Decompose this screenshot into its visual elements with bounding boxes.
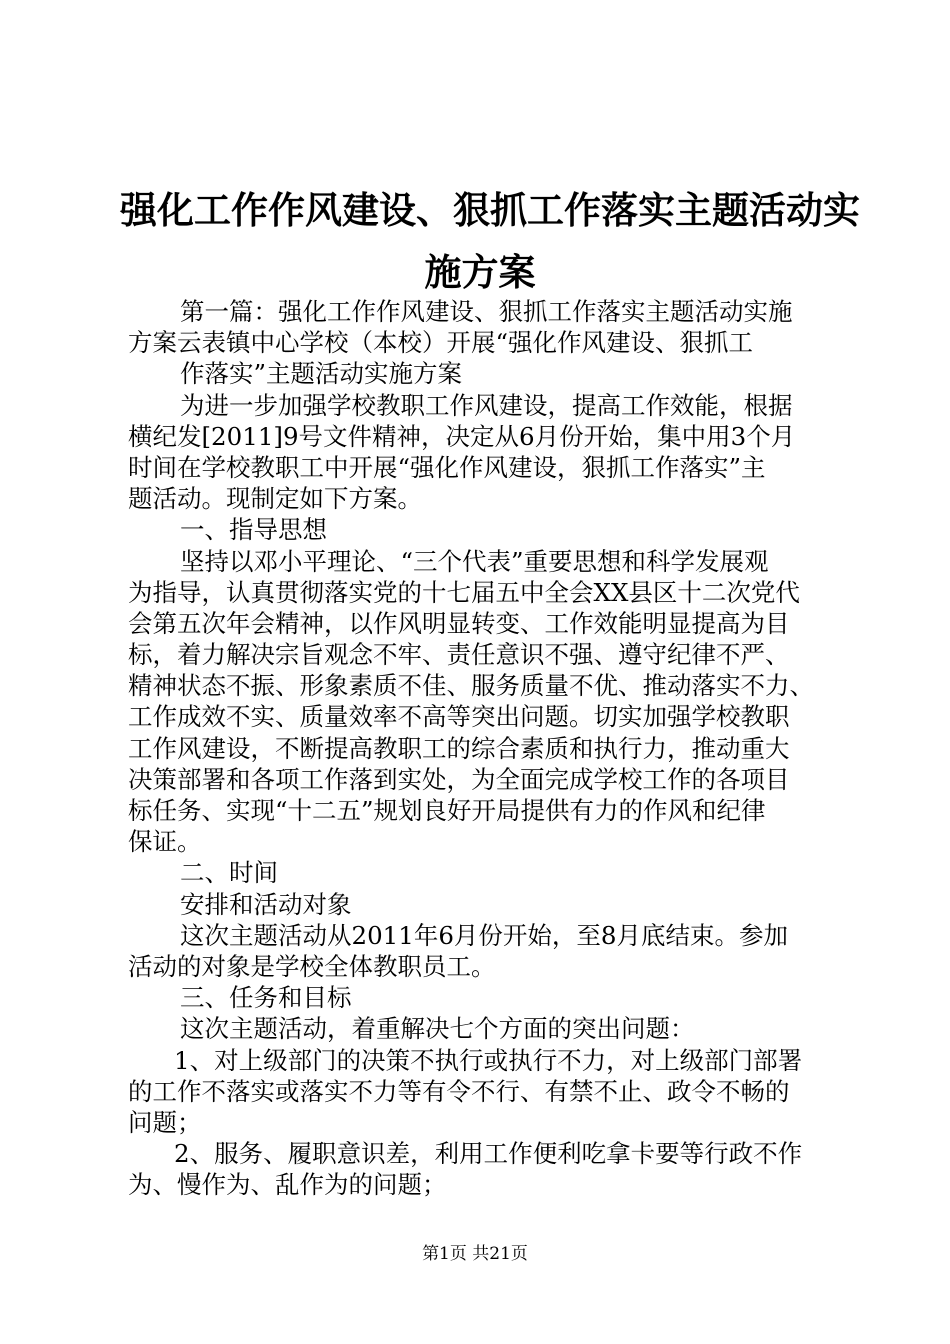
body-text-line: 的工作不落实或落实不力等有令不行、有禁不止、政令不畅的 [128, 1076, 790, 1106]
body-text-line: 标任务、实现“十二五”规划良好开局提供有力的作风和纪律 [128, 796, 766, 825]
body-text-line: 活动的对象是学校全体教职员工。 [128, 951, 496, 981]
body-text-line: 坚持以邓小平理论、“三个代表”重要思想和科学发展观 [180, 546, 769, 576]
body-text-line: 时间在学校教职工中开展“强化作风建设，狠抓工作落实”主 [128, 452, 766, 482]
page-footer: 第1页 共21页 [422, 1244, 528, 1264]
body-text-line: 1、对上级部门的决策不执行或执行不力，对上级部门部署 [174, 1045, 803, 1075]
body-text-line: 这次主题活动从2011年6月份开始，至8月底结束。参加 [180, 920, 789, 950]
body-text-line: 作落实”主题活动实施方案 [180, 359, 463, 389]
body-text-line: 保证。 [128, 827, 202, 857]
body-text-line: 安排和活动对象 [180, 889, 352, 919]
body-text-line: 方案云表镇中心学校（本校）开展“强化作风建设、狠抓工 [128, 328, 754, 358]
document-body [128, 296, 840, 1200]
body-text-line: 会第五次年会精神，以作风明显转变、工作效能明显提高为目 [128, 608, 790, 638]
body-text-line: 为、慢作为、乱作为的问题； [128, 1170, 447, 1200]
document-title-line-1: 强化工作作风建设、狠抓工作落实主题活动实 [120, 188, 860, 232]
body-text-line: 问题； [128, 1107, 202, 1137]
body-text-line: 二、时间 [180, 858, 278, 888]
body-text-line: 为指导，认真贯彻落实党的十七届五中全会XX县区十二次党代 [128, 577, 800, 607]
body-text-line: 题活动。现制定如下方案。 [128, 484, 422, 514]
body-text-line: 标，着力解决宗旨观念不牢、责任意识不强、遵守纪律不严、 [128, 640, 790, 670]
body-text-line: 为进一步加强学校教职工作风建设，提高工作效能，根据 [180, 390, 793, 420]
document-title-line-2: 施方案 [424, 250, 536, 294]
body-text-line: 这次主题活动，着重解决七个方面的突出问题： [180, 1014, 695, 1044]
body-text-line: 决策部署和各项工作落到实处，为全面完成学校工作的各项目 [128, 764, 790, 794]
body-text-line: 2、服务、履职意识差，利用工作便利吃拿卡要等行政不作 [174, 1139, 803, 1169]
body-text-line: 横纪发[2011]9号文件精神，决定从6月份开始，集中用3个月 [128, 421, 796, 451]
body-text-line: 第一篇：强化工作作风建设、狠抓工作落实主题活动实施 [180, 297, 793, 326]
body-text-line: 工作风建设，不断提高教职工的综合素质和执行力，推动重大 [128, 733, 790, 763]
body-text-line: 工作成效不实、质量效率不高等突出问题。切实加强学校教职 [128, 702, 790, 732]
body-text-line: 三、任务和目标 [180, 983, 352, 1013]
body-text-line: 一、指导思想 [180, 515, 327, 545]
body-text-line: 精神状态不振、形象素质不佳、服务质量不优、推动落实不力、 [128, 671, 814, 701]
